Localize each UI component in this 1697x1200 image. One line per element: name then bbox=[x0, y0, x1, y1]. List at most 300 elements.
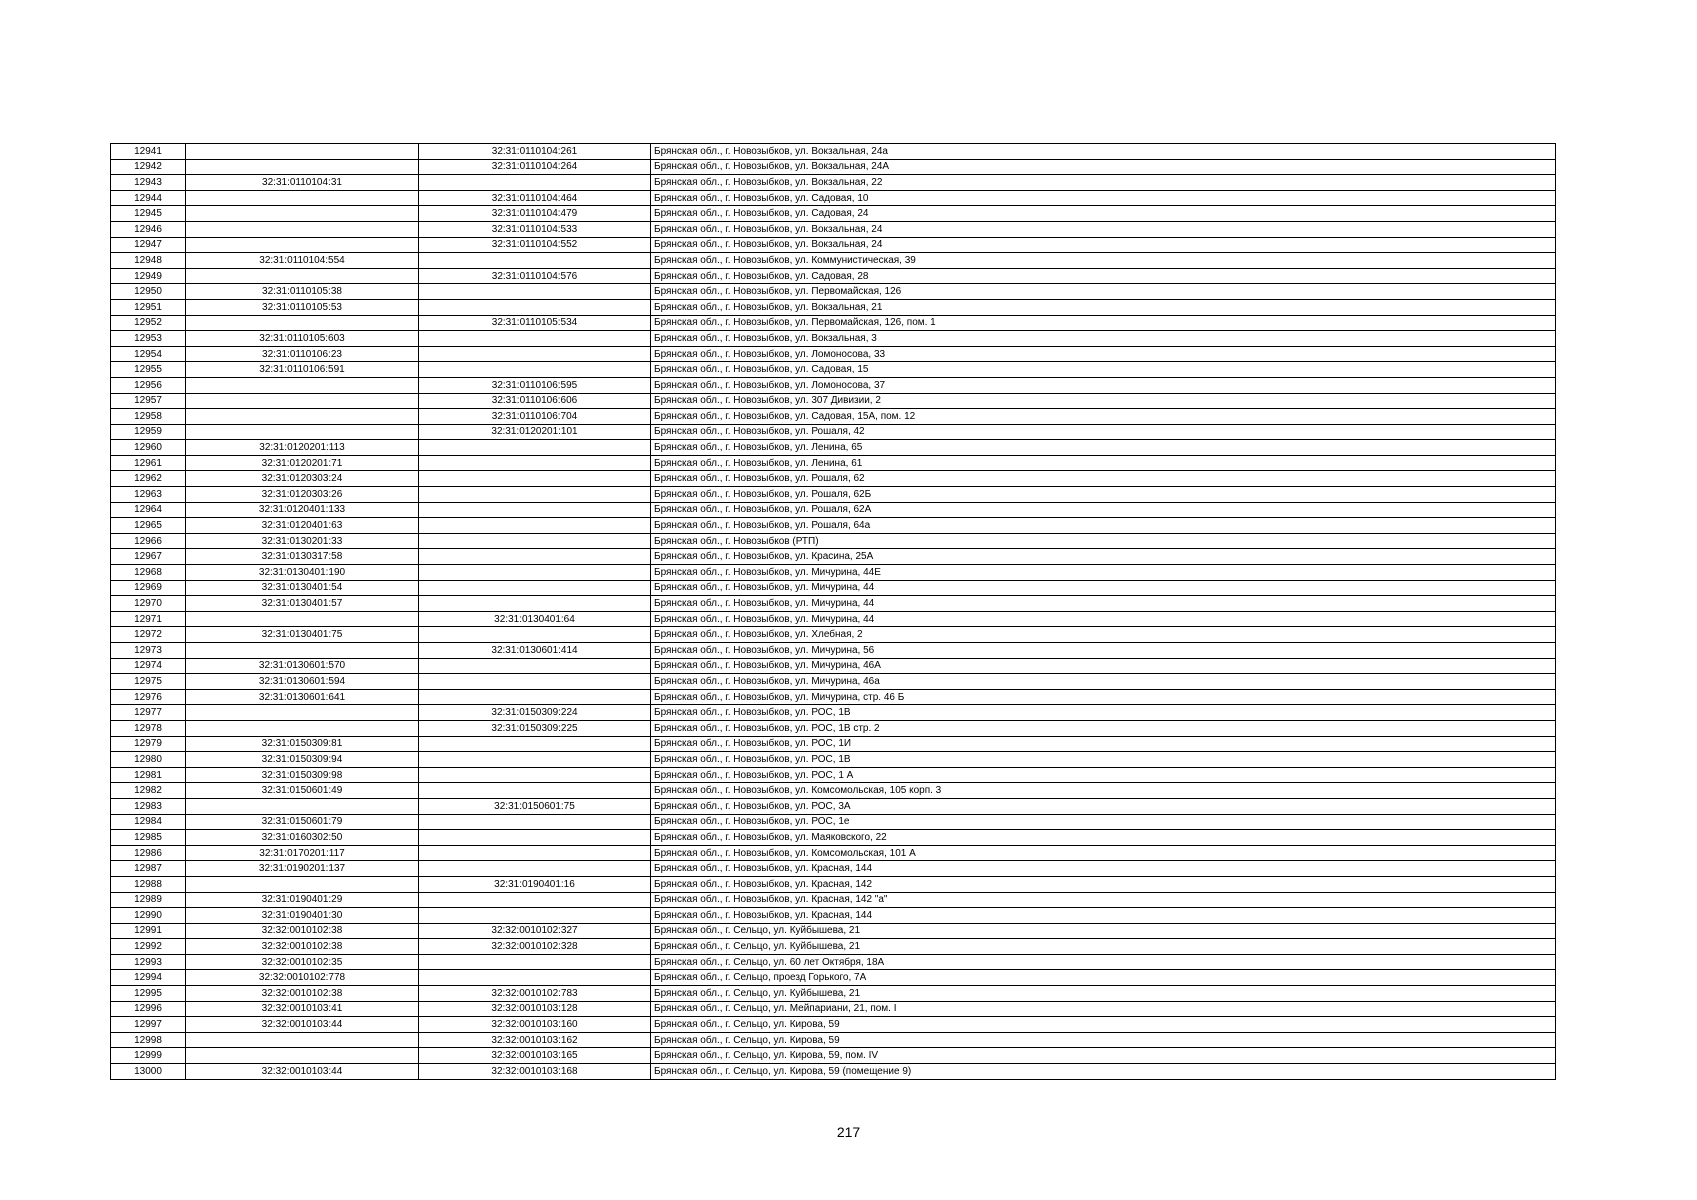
table-row bbox=[111, 331, 1556, 347]
building-cadastral-number-cell bbox=[419, 455, 651, 471]
building-cadastral-number-cell: 32:31:0110104:576 bbox=[419, 268, 651, 284]
table-row bbox=[111, 299, 1556, 315]
table-row bbox=[111, 346, 1556, 362]
table-row bbox=[111, 939, 1556, 955]
row-number-cell: 12986 bbox=[111, 845, 186, 861]
address-cell: Брянская обл., г. Сельцо, ул. Куйбышева, 21 bbox=[651, 986, 1556, 1002]
row-number-cell: 12954 bbox=[111, 346, 186, 362]
land-cadastral-number-cell: 32:32:0010103:44 bbox=[186, 1064, 419, 1080]
land-cadastral-number-cell: 32:31:0120201:113 bbox=[186, 440, 419, 456]
row-number-cell: 12957 bbox=[111, 393, 186, 409]
building-cadastral-number-cell: 32:31:0150601:75 bbox=[419, 798, 651, 814]
land-cadastral-number-cell: 32:31:0160302:50 bbox=[186, 830, 419, 846]
row-number-cell: 12995 bbox=[111, 986, 186, 1002]
building-cadastral-number-cell: 32:31:0110105:534 bbox=[419, 315, 651, 331]
land-cadastral-number-cell bbox=[186, 268, 419, 284]
building-cadastral-number-cell bbox=[419, 331, 651, 347]
building-cadastral-number-cell: 32:31:0110104:264 bbox=[419, 159, 651, 175]
address-cell: Брянская обл., г. Новозыбков, ул. РОС, 3А bbox=[651, 798, 1556, 814]
row-number-cell: 12964 bbox=[111, 502, 186, 518]
land-cadastral-number-cell bbox=[186, 611, 419, 627]
building-cadastral-number-cell bbox=[419, 175, 651, 191]
land-cadastral-number-cell bbox=[186, 237, 419, 253]
land-cadastral-number-cell: 32:32:0010102:38 bbox=[186, 986, 419, 1002]
row-number-cell: 12985 bbox=[111, 830, 186, 846]
address-cell: Брянская обл., г. Сельцо, ул. Куйбышева, 21 bbox=[651, 939, 1556, 955]
table-row bbox=[111, 908, 1556, 924]
building-cadastral-number-cell bbox=[419, 565, 651, 581]
building-cadastral-number-cell bbox=[419, 845, 651, 861]
land-cadastral-number-cell: 32:31:0150601:79 bbox=[186, 814, 419, 830]
table-row bbox=[111, 923, 1556, 939]
address-cell: Брянская обл., г. Новозыбков, ул. Вокзальная, 24а bbox=[651, 144, 1556, 160]
table-row bbox=[111, 798, 1556, 814]
land-cadastral-number-cell bbox=[186, 424, 419, 440]
table-row bbox=[111, 986, 1556, 1002]
address-cell: Брянская обл., г. Новозыбков (РТП) bbox=[651, 533, 1556, 549]
address-cell: Брянская обл., г. Новозыбков, ул. Комсомольская, 105 корп. 3 bbox=[651, 783, 1556, 799]
land-cadastral-number-cell bbox=[186, 190, 419, 206]
land-cadastral-number-cell bbox=[186, 144, 419, 160]
land-cadastral-number-cell: 32:32:0010102:38 bbox=[186, 923, 419, 939]
building-cadastral-number-cell: 32:32:0010103:162 bbox=[419, 1032, 651, 1048]
registry-table-body bbox=[111, 144, 1556, 1080]
building-cadastral-number-cell bbox=[419, 970, 651, 986]
table-row bbox=[111, 393, 1556, 409]
address-cell: Брянская обл., г. Новозыбков, ул. Хлебная, 2 bbox=[651, 627, 1556, 643]
building-cadastral-number-cell: 32:31:0110106:595 bbox=[419, 377, 651, 393]
table-row bbox=[111, 1017, 1556, 1033]
table-row bbox=[111, 315, 1556, 331]
land-cadastral-number-cell: 32:31:0110104:31 bbox=[186, 175, 419, 191]
table-row bbox=[111, 487, 1556, 503]
row-number-cell: 12947 bbox=[111, 237, 186, 253]
land-cadastral-number-cell: 32:31:0120401:133 bbox=[186, 502, 419, 518]
row-number-cell: 12948 bbox=[111, 253, 186, 269]
row-number-cell: 12970 bbox=[111, 596, 186, 612]
land-cadastral-number-cell: 32:31:0130201:33 bbox=[186, 533, 419, 549]
building-cadastral-number-cell bbox=[419, 674, 651, 690]
row-number-cell: 12968 bbox=[111, 565, 186, 581]
address-cell: Брянская обл., г. Новозыбков, ул. РОС, 1е bbox=[651, 814, 1556, 830]
row-number-cell: 12990 bbox=[111, 908, 186, 924]
row-number-cell: 12979 bbox=[111, 736, 186, 752]
address-cell: Брянская обл., г. Новозыбков, ул. Красная, 144 bbox=[651, 861, 1556, 877]
address-cell: Брянская обл., г. Новозыбков, ул. Мичурина, стр. 46 Б bbox=[651, 689, 1556, 705]
table-row bbox=[111, 736, 1556, 752]
address-cell: Брянская обл., г. Новозыбков, ул. Рошаля, 64а bbox=[651, 518, 1556, 534]
table-row bbox=[111, 580, 1556, 596]
land-cadastral-number-cell: 32:31:0190401:30 bbox=[186, 908, 419, 924]
land-cadastral-number-cell bbox=[186, 643, 419, 659]
row-number-cell: 12950 bbox=[111, 284, 186, 300]
address-cell: Брянская обл., г. Новозыбков, ул. Рошаля, 62 bbox=[651, 471, 1556, 487]
row-number-cell: 12988 bbox=[111, 876, 186, 892]
row-number-cell: 12944 bbox=[111, 190, 186, 206]
address-cell: Брянская обл., г. Сельцо, ул. Кирова, 59 bbox=[651, 1017, 1556, 1033]
address-cell: Брянская обл., г. Новозыбков, ул. Мичурина, 46А bbox=[651, 658, 1556, 674]
building-cadastral-number-cell bbox=[419, 502, 651, 518]
row-number-cell: 12965 bbox=[111, 518, 186, 534]
building-cadastral-number-cell bbox=[419, 658, 651, 674]
address-cell: Брянская обл., г. Новозыбков, ул. Ломоносова, 33 bbox=[651, 346, 1556, 362]
building-cadastral-number-cell: 32:31:0110106:704 bbox=[419, 409, 651, 425]
building-cadastral-number-cell: 32:32:0010103:168 bbox=[419, 1064, 651, 1080]
building-cadastral-number-cell: 32:31:0110104:479 bbox=[419, 206, 651, 222]
row-number-cell: 12973 bbox=[111, 643, 186, 659]
land-cadastral-number-cell: 32:32:0010103:41 bbox=[186, 1001, 419, 1017]
address-cell: Брянская обл., г. Новозыбков, ул. Рошаля, 62Б bbox=[651, 487, 1556, 503]
address-cell: Брянская обл., г. Новозыбков, ул. Ленина, 65 bbox=[651, 440, 1556, 456]
address-cell: Брянская обл., г. Новозыбков, ул. Вокзальная, 24 bbox=[651, 237, 1556, 253]
land-cadastral-number-cell bbox=[186, 393, 419, 409]
building-cadastral-number-cell bbox=[419, 736, 651, 752]
land-cadastral-number-cell: 32:32:0010102:38 bbox=[186, 939, 419, 955]
land-cadastral-number-cell: 32:31:0110106:591 bbox=[186, 362, 419, 378]
building-cadastral-number-cell bbox=[419, 892, 651, 908]
table-row bbox=[111, 502, 1556, 518]
row-number-cell: 12980 bbox=[111, 752, 186, 768]
address-cell: Брянская обл., г. Новозыбков, ул. Мичурина, 46а bbox=[651, 674, 1556, 690]
row-number-cell: 12951 bbox=[111, 299, 186, 315]
table-row bbox=[111, 1001, 1556, 1017]
table-row bbox=[111, 1048, 1556, 1064]
address-cell: Брянская обл., г. Новозыбков, ул. Садовая, 28 bbox=[651, 268, 1556, 284]
row-number-cell: 12983 bbox=[111, 798, 186, 814]
table-row bbox=[111, 471, 1556, 487]
land-cadastral-number-cell bbox=[186, 409, 419, 425]
land-cadastral-number-cell: 32:32:0010102:35 bbox=[186, 954, 419, 970]
address-cell: Брянская обл., г. Новозыбков, ул. Садовая, 10 bbox=[651, 190, 1556, 206]
land-cadastral-number-cell: 32:31:0120303:26 bbox=[186, 487, 419, 503]
land-cadastral-number-cell: 32:32:0010102:778 bbox=[186, 970, 419, 986]
land-cadastral-number-cell: 32:31:0130401:190 bbox=[186, 565, 419, 581]
land-cadastral-number-cell bbox=[186, 798, 419, 814]
address-cell: Брянская обл., г. Новозыбков, ул. 307 Дивизии, 2 bbox=[651, 393, 1556, 409]
table-row bbox=[111, 409, 1556, 425]
address-cell: Брянская обл., г. Новозыбков, ул. Первомайская, 126, пом. 1 bbox=[651, 315, 1556, 331]
building-cadastral-number-cell: 32:31:0130401:64 bbox=[419, 611, 651, 627]
table-row bbox=[111, 377, 1556, 393]
land-cadastral-number-cell: 32:31:0110105:38 bbox=[186, 284, 419, 300]
row-number-cell: 12955 bbox=[111, 362, 186, 378]
row-number-cell: 12946 bbox=[111, 221, 186, 237]
building-cadastral-number-cell: 32:32:0010103:165 bbox=[419, 1048, 651, 1064]
building-cadastral-number-cell bbox=[419, 518, 651, 534]
table-row bbox=[111, 596, 1556, 612]
land-cadastral-number-cell bbox=[186, 705, 419, 721]
building-cadastral-number-cell: 32:31:0190401:16 bbox=[419, 876, 651, 892]
table-row bbox=[111, 658, 1556, 674]
land-cadastral-number-cell: 32:31:0130401:57 bbox=[186, 596, 419, 612]
address-cell: Брянская обл., г. Новозыбков, ул. Рошаля, 42 bbox=[651, 424, 1556, 440]
row-number-cell: 12987 bbox=[111, 861, 186, 877]
address-cell: Брянская обл., г. Сельцо, ул. Кирова, 59 bbox=[651, 1032, 1556, 1048]
table-row bbox=[111, 689, 1556, 705]
building-cadastral-number-cell: 32:31:0110104:533 bbox=[419, 221, 651, 237]
table-row bbox=[111, 892, 1556, 908]
building-cadastral-number-cell: 32:31:0110106:606 bbox=[419, 393, 651, 409]
table-row bbox=[111, 424, 1556, 440]
table-row bbox=[111, 1064, 1556, 1080]
address-cell: Брянская обл., г. Новозыбков, ул. Садовая, 15 bbox=[651, 362, 1556, 378]
row-number-cell: 12996 bbox=[111, 1001, 186, 1017]
table-row bbox=[111, 440, 1556, 456]
building-cadastral-number-cell bbox=[419, 689, 651, 705]
table-row bbox=[111, 627, 1556, 643]
building-cadastral-number-cell: 32:32:0010103:128 bbox=[419, 1001, 651, 1017]
building-cadastral-number-cell bbox=[419, 861, 651, 877]
building-cadastral-number-cell bbox=[419, 284, 651, 300]
land-cadastral-number-cell bbox=[186, 720, 419, 736]
building-cadastral-number-cell bbox=[419, 533, 651, 549]
row-number-cell: 12956 bbox=[111, 377, 186, 393]
address-cell: Брянская обл., г. Сельцо, ул. Куйбышева, 21 bbox=[651, 923, 1556, 939]
registry-table bbox=[110, 143, 1556, 1080]
table-row bbox=[111, 237, 1556, 253]
row-number-cell: 12962 bbox=[111, 471, 186, 487]
table-row bbox=[111, 814, 1556, 830]
building-cadastral-number-cell: 32:31:0150309:225 bbox=[419, 720, 651, 736]
table-row bbox=[111, 720, 1556, 736]
land-cadastral-number-cell: 32:31:0110106:23 bbox=[186, 346, 419, 362]
land-cadastral-number-cell: 32:31:0130401:54 bbox=[186, 580, 419, 596]
land-cadastral-number-cell: 32:31:0110105:53 bbox=[186, 299, 419, 315]
row-number-cell: 12975 bbox=[111, 674, 186, 690]
building-cadastral-number-cell bbox=[419, 580, 651, 596]
row-number-cell: 12974 bbox=[111, 658, 186, 674]
land-cadastral-number-cell: 32:31:0130401:75 bbox=[186, 627, 419, 643]
address-cell: Брянская обл., г. Новозыбков, ул. Вокзальная, 24А bbox=[651, 159, 1556, 175]
land-cadastral-number-cell bbox=[186, 876, 419, 892]
table-row bbox=[111, 643, 1556, 659]
address-cell: Брянская обл., г. Новозыбков, ул. Мичурина, 44 bbox=[651, 611, 1556, 627]
address-cell: Брянская обл., г. Новозыбков, ул. Ленина, 61 bbox=[651, 455, 1556, 471]
building-cadastral-number-cell bbox=[419, 908, 651, 924]
table-row bbox=[111, 970, 1556, 986]
address-cell: Брянская обл., г. Новозыбков, ул. Вокзальная, 3 bbox=[651, 331, 1556, 347]
address-cell: Брянская обл., г. Новозыбков, ул. Первомайская, 126 bbox=[651, 284, 1556, 300]
table-row bbox=[111, 144, 1556, 160]
row-number-cell: 12994 bbox=[111, 970, 186, 986]
address-cell: Брянская обл., г. Сельцо, ул. Мейпариани, 21, пом. I bbox=[651, 1001, 1556, 1017]
table-row bbox=[111, 284, 1556, 300]
table-row bbox=[111, 159, 1556, 175]
table-row bbox=[111, 175, 1556, 191]
table-row bbox=[111, 533, 1556, 549]
address-cell: Брянская обл., г. Сельцо, ул. 60 лет Октября, 18А bbox=[651, 954, 1556, 970]
land-cadastral-number-cell: 32:31:0110105:603 bbox=[186, 331, 419, 347]
row-number-cell: 12941 bbox=[111, 144, 186, 160]
building-cadastral-number-cell bbox=[419, 767, 651, 783]
land-cadastral-number-cell bbox=[186, 1048, 419, 1064]
land-cadastral-number-cell: 32:31:0120303:24 bbox=[186, 471, 419, 487]
row-number-cell: 12992 bbox=[111, 939, 186, 955]
building-cadastral-number-cell bbox=[419, 549, 651, 565]
row-number-cell: 13000 bbox=[111, 1064, 186, 1080]
land-cadastral-number-cell: 32:31:0150309:81 bbox=[186, 736, 419, 752]
row-number-cell: 12991 bbox=[111, 923, 186, 939]
land-cadastral-number-cell: 32:32:0010103:44 bbox=[186, 1017, 419, 1033]
table-row bbox=[111, 830, 1556, 846]
building-cadastral-number-cell bbox=[419, 752, 651, 768]
table-row bbox=[111, 206, 1556, 222]
address-cell: Брянская обл., г. Новозыбков, ул. Вокзальная, 21 bbox=[651, 299, 1556, 315]
row-number-cell: 12998 bbox=[111, 1032, 186, 1048]
land-cadastral-number-cell bbox=[186, 315, 419, 331]
address-cell: Брянская обл., г. Новозыбков, ул. Вокзальная, 22 bbox=[651, 175, 1556, 191]
row-number-cell: 12993 bbox=[111, 954, 186, 970]
land-cadastral-number-cell: 32:31:0130601:594 bbox=[186, 674, 419, 690]
land-cadastral-number-cell: 32:31:0190201:137 bbox=[186, 861, 419, 877]
address-cell: Брянская обл., г. Новозыбков, ул. Садовая, 24 bbox=[651, 206, 1556, 222]
address-cell: Брянская обл., г. Новозыбков, ул. Красная, 144 bbox=[651, 908, 1556, 924]
land-cadastral-number-cell: 32:31:0150601:49 bbox=[186, 783, 419, 799]
land-cadastral-number-cell bbox=[186, 1032, 419, 1048]
address-cell: Брянская обл., г. Новозыбков, ул. РОС, 1В bbox=[651, 705, 1556, 721]
table-row bbox=[111, 455, 1556, 471]
address-cell: Брянская обл., г. Новозыбков, ул. Ломоносова, 37 bbox=[651, 377, 1556, 393]
address-cell: Брянская обл., г. Новозыбков, ул. Красная, 142 "а" bbox=[651, 892, 1556, 908]
land-cadastral-number-cell: 32:31:0150309:98 bbox=[186, 767, 419, 783]
table-row bbox=[111, 221, 1556, 237]
row-number-cell: 12953 bbox=[111, 331, 186, 347]
table-row bbox=[111, 565, 1556, 581]
row-number-cell: 12959 bbox=[111, 424, 186, 440]
building-cadastral-number-cell bbox=[419, 954, 651, 970]
row-number-cell: 12969 bbox=[111, 580, 186, 596]
row-number-cell: 12976 bbox=[111, 689, 186, 705]
land-cadastral-number-cell: 32:31:0130601:641 bbox=[186, 689, 419, 705]
table-row bbox=[111, 190, 1556, 206]
land-cadastral-number-cell: 32:31:0120201:71 bbox=[186, 455, 419, 471]
address-cell: Брянская обл., г. Новозыбков, ул. РОС, 1 А bbox=[651, 767, 1556, 783]
table-row bbox=[111, 752, 1556, 768]
row-number-cell: 12997 bbox=[111, 1017, 186, 1033]
building-cadastral-number-cell: 32:32:0010102:783 bbox=[419, 986, 651, 1002]
building-cadastral-number-cell bbox=[419, 362, 651, 378]
row-number-cell: 12949 bbox=[111, 268, 186, 284]
table-row bbox=[111, 268, 1556, 284]
land-cadastral-number-cell bbox=[186, 377, 419, 393]
address-cell: Брянская обл., г. Сельцо, проезд Горького, 7А bbox=[651, 970, 1556, 986]
address-cell: Брянская обл., г. Новозыбков, ул. Коммунистическая, 39 bbox=[651, 253, 1556, 269]
building-cadastral-number-cell: 32:32:0010102:327 bbox=[419, 923, 651, 939]
address-cell: Брянская обл., г. Новозыбков, ул. Садовая, 15А, пом. 12 bbox=[651, 409, 1556, 425]
page-number: 217 bbox=[836, 1124, 861, 1140]
row-number-cell: 12960 bbox=[111, 440, 186, 456]
building-cadastral-number-cell: 32:31:0120201:101 bbox=[419, 424, 651, 440]
building-cadastral-number-cell: 32:32:0010102:328 bbox=[419, 939, 651, 955]
building-cadastral-number-cell bbox=[419, 596, 651, 612]
table-row bbox=[111, 611, 1556, 627]
row-number-cell: 12945 bbox=[111, 206, 186, 222]
building-cadastral-number-cell bbox=[419, 471, 651, 487]
address-cell: Брянская обл., г. Новозыбков, ул. Мичурина, 56 bbox=[651, 643, 1556, 659]
table-row bbox=[111, 845, 1556, 861]
address-cell: Брянская обл., г. Новозыбков, ул. РОС, 1В стр. 2 bbox=[651, 720, 1556, 736]
row-number-cell: 12989 bbox=[111, 892, 186, 908]
row-number-cell: 12972 bbox=[111, 627, 186, 643]
building-cadastral-number-cell bbox=[419, 783, 651, 799]
row-number-cell: 12966 bbox=[111, 533, 186, 549]
table-row bbox=[111, 1032, 1556, 1048]
building-cadastral-number-cell bbox=[419, 830, 651, 846]
row-number-cell: 12942 bbox=[111, 159, 186, 175]
land-cadastral-number-cell bbox=[186, 221, 419, 237]
building-cadastral-number-cell bbox=[419, 487, 651, 503]
row-number-cell: 12943 bbox=[111, 175, 186, 191]
address-cell: Брянская обл., г. Сельцо, ул. Кирова, 59 (помещение 9) bbox=[651, 1064, 1556, 1080]
land-cadastral-number-cell: 32:31:0150309:94 bbox=[186, 752, 419, 768]
table-row bbox=[111, 954, 1556, 970]
table-row bbox=[111, 783, 1556, 799]
building-cadastral-number-cell: 32:31:0150309:224 bbox=[419, 705, 651, 721]
land-cadastral-number-cell: 32:31:0120401:63 bbox=[186, 518, 419, 534]
address-cell: Брянская обл., г. Новозыбков, ул. Вокзальная, 24 bbox=[651, 221, 1556, 237]
land-cadastral-number-cell: 32:31:0130317:58 bbox=[186, 549, 419, 565]
land-cadastral-number-cell: 32:31:0110104:554 bbox=[186, 253, 419, 269]
building-cadastral-number-cell bbox=[419, 814, 651, 830]
row-number-cell: 12984 bbox=[111, 814, 186, 830]
address-cell: Брянская обл., г. Новозыбков, ул. Мичурина, 44 bbox=[651, 580, 1556, 596]
address-cell: Брянская обл., г. Сельцо, ул. Кирова, 59, пом. IV bbox=[651, 1048, 1556, 1064]
address-cell: Брянская обл., г. Новозыбков, ул. Красина, 25А bbox=[651, 549, 1556, 565]
table-row bbox=[111, 767, 1556, 783]
building-cadastral-number-cell bbox=[419, 627, 651, 643]
land-cadastral-number-cell: 32:31:0190401:29 bbox=[186, 892, 419, 908]
address-cell: Брянская обл., г. Новозыбков, ул. Мичурина, 44Е bbox=[651, 565, 1556, 581]
table-row bbox=[111, 518, 1556, 534]
row-number-cell: 12963 bbox=[111, 487, 186, 503]
building-cadastral-number-cell bbox=[419, 440, 651, 456]
building-cadastral-number-cell: 32:31:0110104:552 bbox=[419, 237, 651, 253]
row-number-cell: 12978 bbox=[111, 720, 186, 736]
row-number-cell: 12999 bbox=[111, 1048, 186, 1064]
row-number-cell: 12981 bbox=[111, 767, 186, 783]
land-cadastral-number-cell bbox=[186, 159, 419, 175]
row-number-cell: 12982 bbox=[111, 783, 186, 799]
table-row bbox=[111, 876, 1556, 892]
address-cell: Брянская обл., г. Новозыбков, ул. Маяковского, 22 bbox=[651, 830, 1556, 846]
table-row bbox=[111, 861, 1556, 877]
row-number-cell: 12958 bbox=[111, 409, 186, 425]
address-cell: Брянская обл., г. Новозыбков, ул. Красная, 142 bbox=[651, 876, 1556, 892]
land-cadastral-number-cell bbox=[186, 206, 419, 222]
address-cell: Брянская обл., г. Новозыбков, ул. РОС, 1И bbox=[651, 736, 1556, 752]
row-number-cell: 12952 bbox=[111, 315, 186, 331]
building-cadastral-number-cell bbox=[419, 253, 651, 269]
address-cell: Брянская обл., г. Новозыбков, ул. Комсомольская, 101 А bbox=[651, 845, 1556, 861]
building-cadastral-number-cell bbox=[419, 346, 651, 362]
address-cell: Брянская обл., г. Новозыбков, ул. Рошаля, 62А bbox=[651, 502, 1556, 518]
address-cell: Брянская обл., г. Новозыбков, ул. РОС, 1В bbox=[651, 752, 1556, 768]
building-cadastral-number-cell: 32:31:0110104:464 bbox=[419, 190, 651, 206]
table-row bbox=[111, 674, 1556, 690]
building-cadastral-number-cell bbox=[419, 299, 651, 315]
building-cadastral-number-cell: 32:31:0130601:414 bbox=[419, 643, 651, 659]
land-cadastral-number-cell: 32:31:0170201:117 bbox=[186, 845, 419, 861]
table-row bbox=[111, 549, 1556, 565]
address-cell: Брянская обл., г. Новозыбков, ул. Мичурина, 44 bbox=[651, 596, 1556, 612]
row-number-cell: 12977 bbox=[111, 705, 186, 721]
table-row bbox=[111, 253, 1556, 269]
row-number-cell: 12971 bbox=[111, 611, 186, 627]
building-cadastral-number-cell: 32:32:0010103:160 bbox=[419, 1017, 651, 1033]
building-cadastral-number-cell: 32:31:0110104:261 bbox=[419, 144, 651, 160]
table-row bbox=[111, 362, 1556, 378]
row-number-cell: 12961 bbox=[111, 455, 186, 471]
